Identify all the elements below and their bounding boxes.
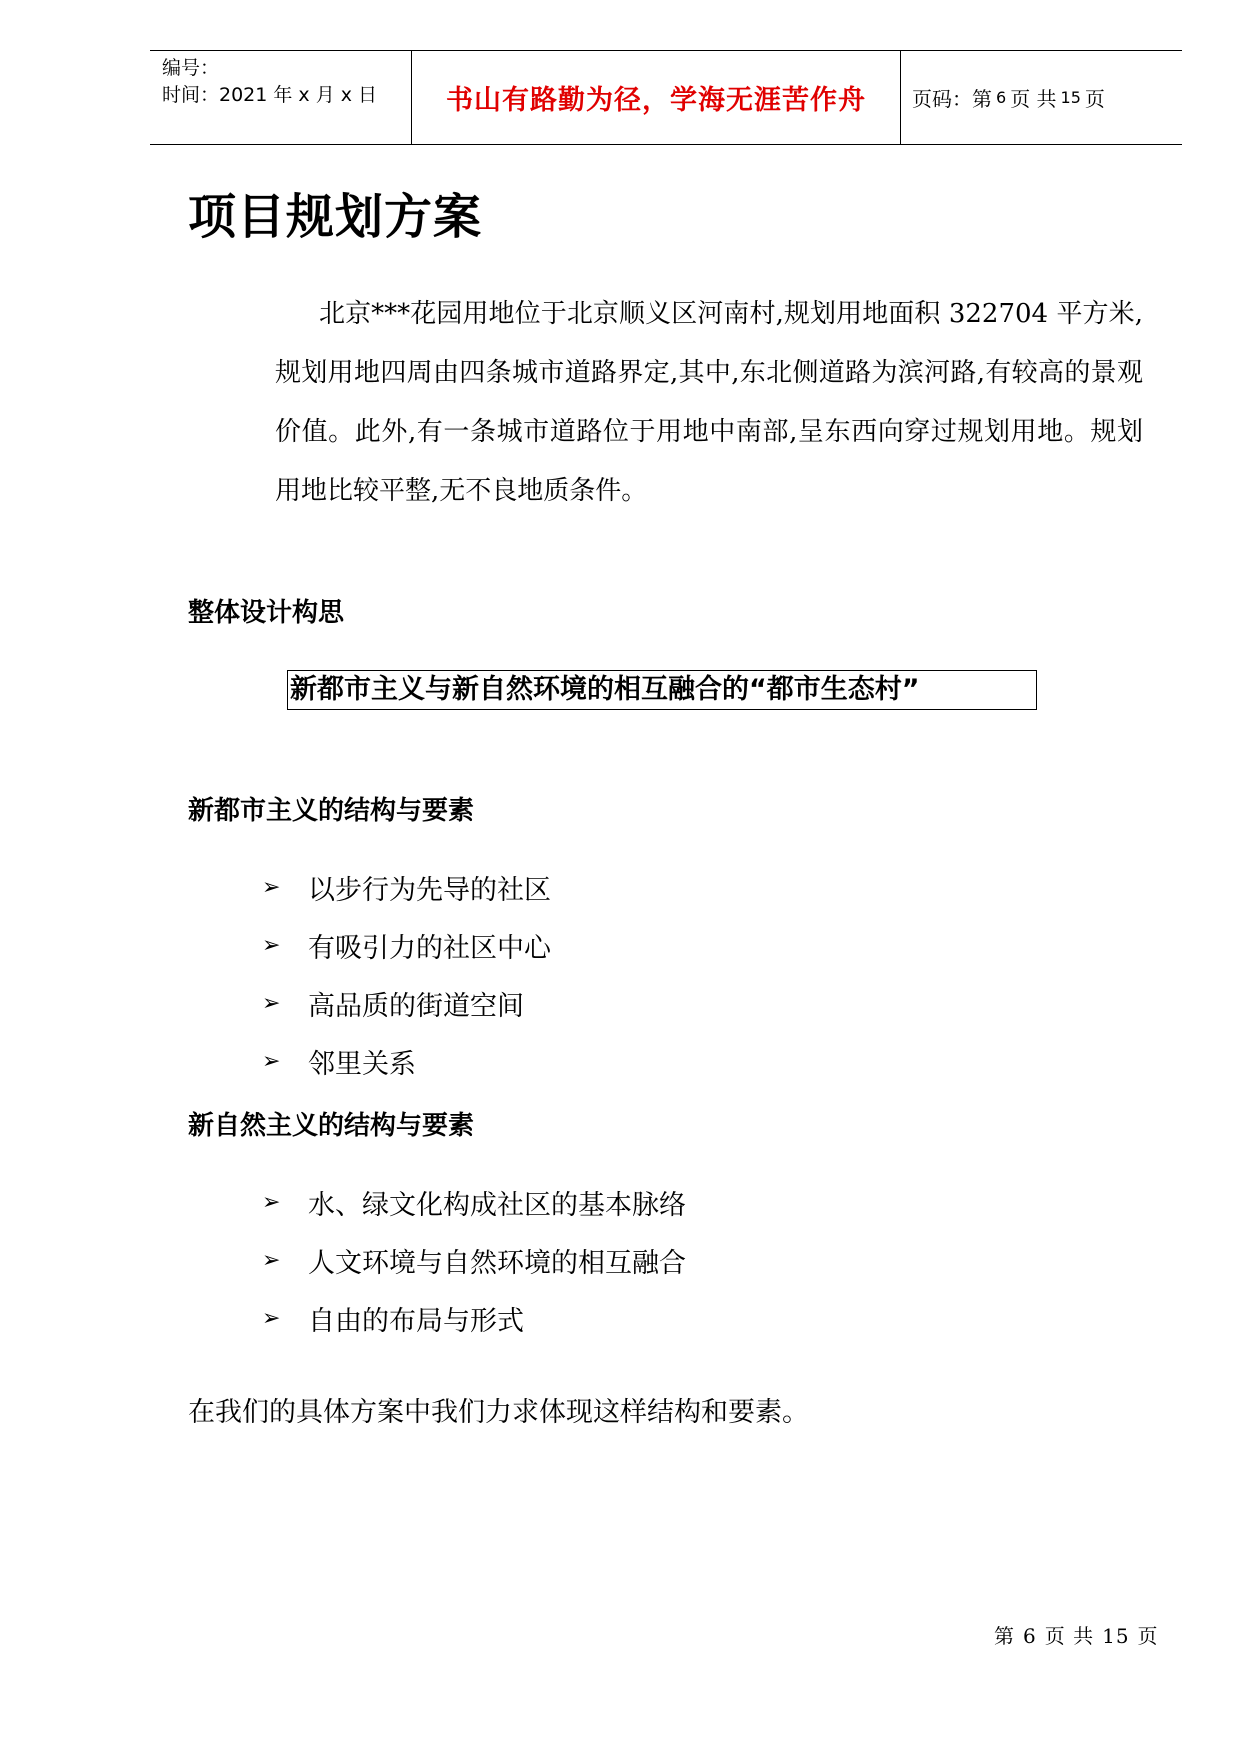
footer-current: 6 <box>1023 1624 1037 1648</box>
list-item: ➢ 有吸引力的社区中心 <box>262 932 551 964</box>
header-meta <box>150 51 412 144</box>
header-page-number <box>901 51 1182 144</box>
page-mid: 页 共 <box>1010 87 1057 111</box>
new-urbanism-list <box>262 858 551 1090</box>
footer-total: 15 <box>1102 1624 1130 1648</box>
page-label: 页码：第 <box>912 87 992 111</box>
page-header <box>150 50 1182 145</box>
arrowhead-bullet-icon: ➢ <box>262 874 281 900</box>
concept-box: 新都市主义与新自然环境的相互融合的“都市生态村” <box>287 670 1037 710</box>
page-title: 项目规划方案 <box>188 189 483 245</box>
footer-mid: 页 共 <box>1044 1624 1095 1648</box>
closing-paragraph: 在我们的具体方案中我们力求体现这样结构和要素。 <box>188 1397 809 1428</box>
footer-suffix: 页 <box>1137 1624 1159 1648</box>
page-end: 页 <box>1084 87 1105 111</box>
list-item: ➢ 以步行为先导的社区 <box>262 874 551 906</box>
section-heading-new-urbanism: 新都市主义的结构与要素 <box>188 796 475 826</box>
list-item: ➢ 自由的布局与形式 <box>262 1305 524 1337</box>
new-naturalism-list <box>262 1173 686 1347</box>
list-item: ➢ 高品质的街道空间 <box>262 990 524 1022</box>
page-footer <box>990 1620 1163 1649</box>
arrowhead-bullet-icon: ➢ <box>262 932 281 958</box>
footer-prefix: 第 <box>994 1624 1015 1648</box>
arrowhead-bullet-icon: ➢ <box>262 1247 281 1273</box>
arrowhead-bullet-icon: ➢ <box>262 1305 281 1331</box>
arrowhead-bullet-icon: ➢ <box>262 1048 281 1074</box>
arrowhead-bullet-icon: ➢ <box>262 990 281 1016</box>
intro-paragraph: 北京***花园用地位于北京顺义区河南村,规划用地面积 322704 平方米,规划用地四周由四条城市道路界定,其中,东北侧道路为滨河路,有较高的景观价值。此外,有一条城市道路位于用地中南部,呈东西向穿过规划用地。规划用地比较平整,无不良地质条件。 <box>275 299 1143 506</box>
header-motto: 书山有路勤为径，学海无涯苦作舟 <box>412 51 901 144</box>
section-heading-new-naturalism: 新自然主义的结构与要素 <box>188 1111 475 1141</box>
number-label: 编号： <box>162 57 220 79</box>
arrowhead-bullet-icon: ➢ <box>262 1189 281 1215</box>
time-label: 时间：2021 年 x 月 x 日 <box>162 84 378 106</box>
list-item: ➢ 水、绿文化构成社区的基本脉络 <box>262 1189 686 1221</box>
list-item: ➢ 邻里关系 <box>262 1048 416 1080</box>
page-total: 15 <box>1060 88 1081 107</box>
page-current: 6 <box>996 88 1007 107</box>
section-heading-design: 整体设计构思 <box>188 598 345 628</box>
list-item: ➢ 人文环境与自然环境的相互融合 <box>262 1247 686 1279</box>
